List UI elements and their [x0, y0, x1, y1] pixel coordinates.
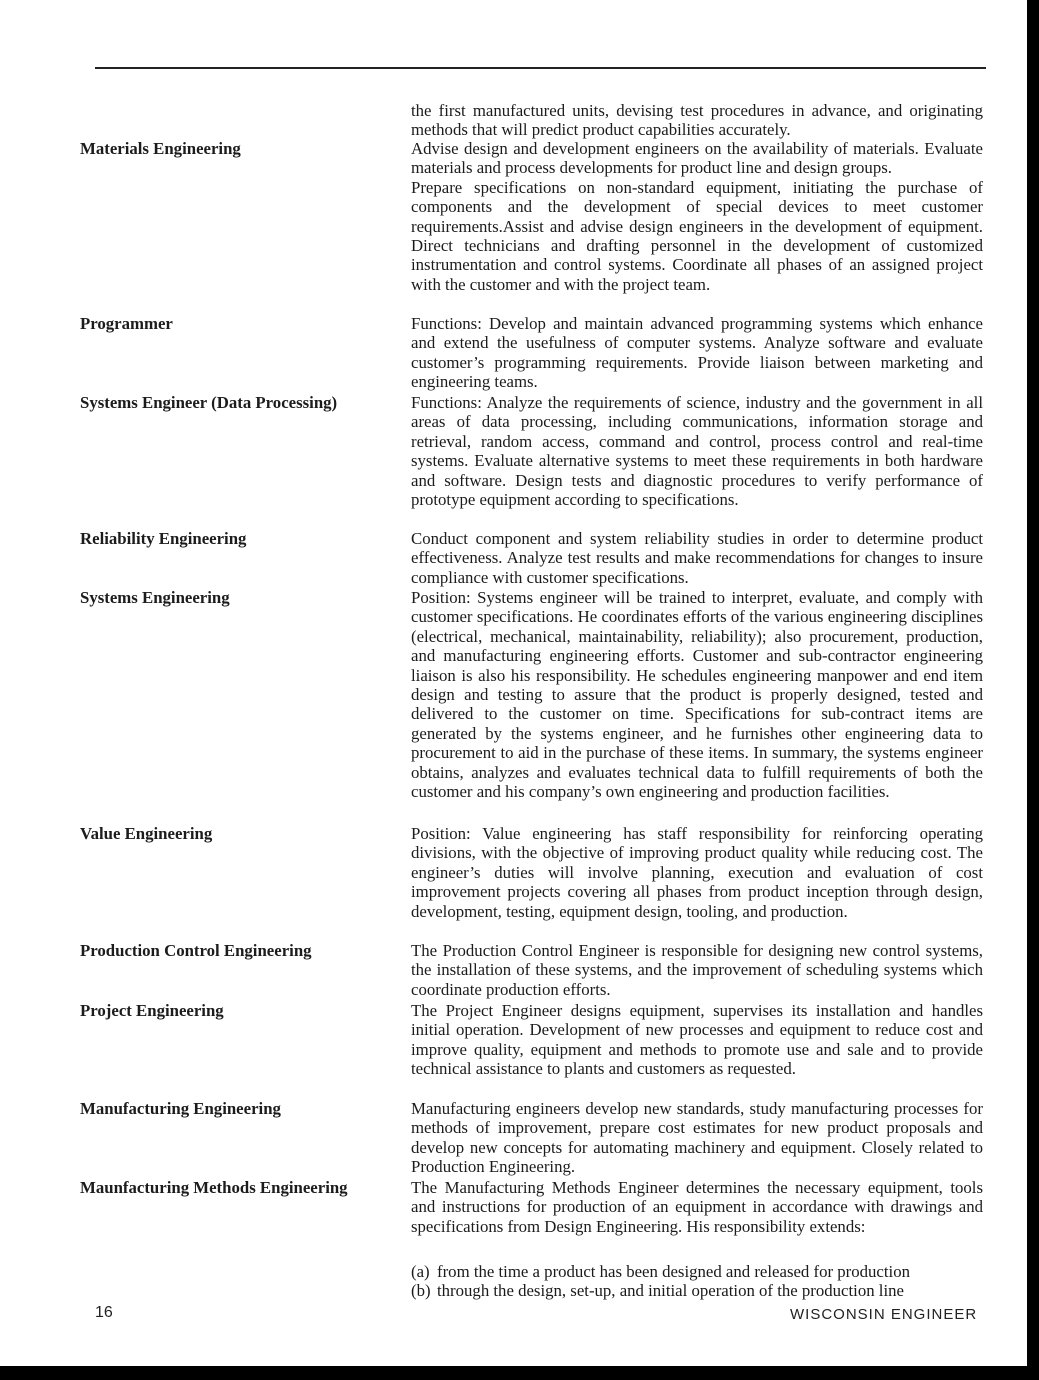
label-manufacturing-methods-engineering: Maunfacturing Methods Engineering: [80, 1178, 348, 1197]
responsibility-list: [411, 1262, 983, 1301]
desc-production-control-engineering: The Production Control Engineer is responsible for designing new control systems, the installation of these systems, and the improvement of scheduling systems which coordinate production efforts.: [411, 941, 983, 999]
list-item: [411, 1262, 983, 1281]
publication-name: WISCONSIN ENGINEER: [790, 1306, 978, 1323]
list-marker: (b): [411, 1281, 431, 1301]
label-reliability-engineering: Reliability Engineering: [80, 529, 247, 548]
desc-manufacturing-engineering: Manufacturing engineers develop new standards, study manufacturing processes for methods of improvement, prepare cost estimates for new product proposals and develop new concepts for automating machinery and equipment. Closely related to Production Engineering.: [411, 1099, 983, 1177]
desc-materials-engineering: Advise design and development engineers on the availability of materials. Evaluate materials and process developments for product line and design groups. Prepare specifications on non-standard equipment, initiating the purchase of components and the development of special devices to meet customer requirements.Assist and advise design engineers in the development of equipment. Direct technicians and drafting personnel in the development of customized instrumentation and control systems. Coordinate all phases of an assigned project with the customer and with the project team.: [411, 139, 983, 294]
list-item-text: through the design, set-up, and initial operation of the production line: [437, 1281, 904, 1301]
list-item-text: from the time a product has been designed and released for production: [437, 1262, 910, 1281]
desc-reliability-engineering: Conduct component and system reliability studies in order to determine product effectiveness. Analyze test results and make recommendations for changes to insure compliance with customer specifications.: [411, 529, 983, 587]
header-rule: [95, 67, 986, 69]
desc-systems-engineer-data-processing: Functions: Analyze the requirements of science, industry and the government in all areas of data processing, including communications, information storage and retrieval, random access, command and control, process control and real-time systems. Evaluate alternative systems to meet these requirements in both hardware and software. Design tests and diagnostic procedures to verify performance of prototype equipment according to specifications.: [411, 393, 983, 510]
label-manufacturing-engineering: Manufacturing Engineering: [80, 1099, 281, 1118]
desc-systems-engineering: Position: Systems engineer will be trained to interpret, evaluate, and comply with customer specifications. He coordinates efforts of the various engineering disciplines (electrical, mechanical, maintainability, reliability); also procurement, production, and manufacturing engineering efforts. Customer and sub-contractor engineering liaison is also his responsibility. He schedules engineering manpower and end item design and testing to assure that the product is properly designed, tested and delivered to the customer on time. Specifications for sub-contract items are generated by the systems engineer, and he furnishes other engineering data to procurement to aid in the purchase of these items. In summary, the systems engineer obtains, analyzes and evaluates technical data to fulfill requirements of both the customer and his company’s own engineering and production facilities.: [411, 588, 983, 802]
desc-project-engineering: The Project Engineer designs equipment, supervises its installation and handles initial operation. Development of new processes and equipment to reduce cost and improve quality, equipment and methods to promote use and sale and to provide technical assistance to plants and customers as requested.: [411, 1001, 983, 1079]
desc-value-engineering: Position: Value engineering has staff responsibility for reinforcing operating divisions, with the objective of improving product quality while reducing cost. The engineer’s duties will involve planning, execution and evaluation of cost improvement projects covering all phases from product inception through design, development, testing, equipment design, tooling, and production.: [411, 824, 983, 921]
scan-border-bottom: [0, 1366, 1039, 1380]
label-project-engineering: Project Engineering: [80, 1001, 224, 1020]
continuation-paragraph: the first manufactured units, devising test procedures in advance, and originating methods that will predict product capabilities accurately.: [411, 101, 983, 140]
label-programmer: Programmer: [80, 314, 173, 333]
page-number: 16: [95, 1304, 113, 1321]
list-marker: (a): [411, 1262, 430, 1281]
label-value-engineering: Value Engineering: [80, 824, 213, 843]
desc-programmer: Functions: Develop and maintain advanced programming systems which enhance and extend the usefulness of computer systems. Analyze software and evaluate customer’s programming requirements. Provide liaison between marketing and engineering teams.: [411, 314, 983, 392]
desc-manufacturing-methods-engineering: The Manufacturing Methods Engineer determines the necessary equipment, tools and instructions for production of an equipment in accordance with drawings and specifications from Design Engineering. His responsibility extends:: [411, 1178, 983, 1236]
list-item: [411, 1281, 983, 1300]
label-systems-engineer-data-processing: Systems Engineer (Data Processing): [80, 393, 338, 412]
label-production-control-engineering: Production Control Engineering: [80, 941, 312, 960]
scan-border-right: [1027, 0, 1039, 1380]
label-materials-engineering: Materials Engineering: [80, 139, 241, 158]
label-systems-engineering: Systems Engineering: [80, 588, 230, 607]
